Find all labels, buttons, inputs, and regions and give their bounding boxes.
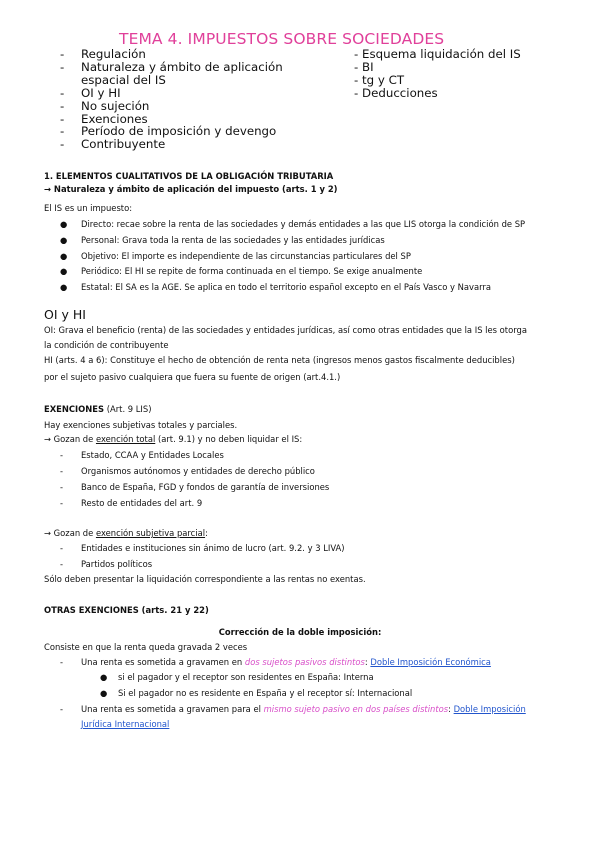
list-item: - Una renta es sometida a gravamen para el mismo sujeto pasivo en dos países distintos: Doble Imposición <box>60 704 526 714</box>
toc-item: - No sujeción <box>60 98 150 113</box>
list-item: - Banco de España, FGD y fondos de garantía de inversiones <box>60 482 330 492</box>
list-item: ● Periódico: El HI se repite de forma continuada en el tiempo. Se exige anualmente <box>60 266 423 277</box>
page-title: TEMA 4. IMPUESTOS SOBRE SOCIEDADES <box>119 30 445 48</box>
toc-item: - Esquema liquidación del IS <box>354 47 521 61</box>
toc-left <box>60 48 330 151</box>
list-item: - Organismos autónomos y entidades de derecho público <box>60 466 315 476</box>
toc-item: - OI y HI <box>60 85 121 100</box>
list-item: - Partidos políticos <box>60 559 153 569</box>
exencion-total-line: → Gozan de exención total (art. 9.1) y no deben liquidar el IS: <box>44 434 303 444</box>
oi-line-2: la condición de contribuyente <box>44 340 169 350</box>
toc-item: - Regulación <box>60 47 146 61</box>
otras-intro: Consiste en que la renta queda gravada 2 veces <box>44 642 248 652</box>
otras-heading: OTRAS EXENCIONES (arts. 21 y 22) <box>44 605 209 615</box>
list-item: ● Personal: Grava toda la renta de las sociedades y las entidades jurídicas <box>60 234 385 245</box>
hi-line-2: por el sujeto pasivo cualquiera que fuera su fuente de origen (art.4.1.) <box>44 372 341 382</box>
section1-intro: El IS es un impuesto: <box>44 203 133 213</box>
list-item: - Resto de entidades del art. 9 <box>60 498 203 508</box>
exencion-parcial-list <box>60 543 580 575</box>
exenciones-intro: Hay exenciones subjetivas totales y parciales. <box>44 420 238 430</box>
list-item: ● si el pagador y el receptor son residentes en España: Interna <box>100 672 374 682</box>
list-item: - Una renta es sometida a gravamen en dos sujetos pasivos distintos: Doble Imposición Económica <box>60 657 491 667</box>
doble-imposicion-economica-link[interactable]: Doble Imposición Económica <box>370 657 491 667</box>
toc-item: - Contribuyente <box>60 137 166 152</box>
toc-item: - Naturaleza y ámbito de aplicación espacial del IS <box>60 59 283 87</box>
list-item: ● Objetivo: El importe es independiente de las circunstancias particulares del SP <box>60 250 411 261</box>
toc-item: - BI <box>354 59 374 74</box>
section1-heading: 1. ELEMENTOS CUALITATIVOS DE LA OBLIGACIÓN TRIBUTARIA <box>44 171 334 181</box>
doble-imposicion-juridica-link-cont[interactable]: Jurídica Internacional <box>81 719 170 729</box>
otras-subheading: Corrección de la doble imposición: <box>218 627 382 637</box>
section1-subheading: → Naturaleza y ámbito de aplicación del impuesto (arts. 1 y 2) <box>44 184 338 194</box>
list-item: ● Estatal: El SA es la AGE. Se aplica en todo el territorio español excepto en el País Vasco y Navarra <box>60 282 492 293</box>
exencion-total-list <box>60 450 580 514</box>
toc-item: - Exenciones <box>60 111 148 126</box>
list-item: ● Directo: recae sobre la renta de las sociedades y demás entidades a las que LIS otorga la condición de SP <box>60 219 526 229</box>
list-item: - Estado, CCAA y Entidades Locales <box>60 450 224 460</box>
exencion-parcial-line: → Gozan de exención subjetiva parcial: <box>44 528 208 538</box>
section1-bullets <box>60 219 580 298</box>
list-item: - Entidades e instituciones sin ánimo de lucro (art. 9.2. y 3 LIVA) <box>60 543 345 553</box>
doble-imposicion-juridica-link[interactable]: Doble Imposición <box>453 704 526 714</box>
otras-sub-list <box>100 672 580 704</box>
hi-line-1: HI (arts. 4 a 6): Constituye el hecho de obtención de renta neta (ingresos menos gastos fiscalmente deducibles) <box>44 355 515 365</box>
oihi-heading: OI y HI <box>44 307 86 322</box>
exenciones-closing: Sólo deben presentar la liquidación correspondiente a las rentas no exentas. <box>44 574 366 584</box>
exenciones-heading: EXENCIONES (Art. 9 LIS) <box>44 404 152 414</box>
toc-item: - Período de imposición y devengo <box>60 124 277 139</box>
toc-right <box>354 48 574 100</box>
toc-item: - tg y CT <box>354 72 405 87</box>
oi-line-1: OI: Grava el beneficio (renta) de las sociedades y entidades jurídicas, así como otras entidades que la IS les otorga <box>44 325 527 335</box>
list-item: ● Si el pagador no es residente en España y el receptor sí: Internacional <box>100 688 413 698</box>
toc-item: - Deducciones <box>354 85 438 100</box>
